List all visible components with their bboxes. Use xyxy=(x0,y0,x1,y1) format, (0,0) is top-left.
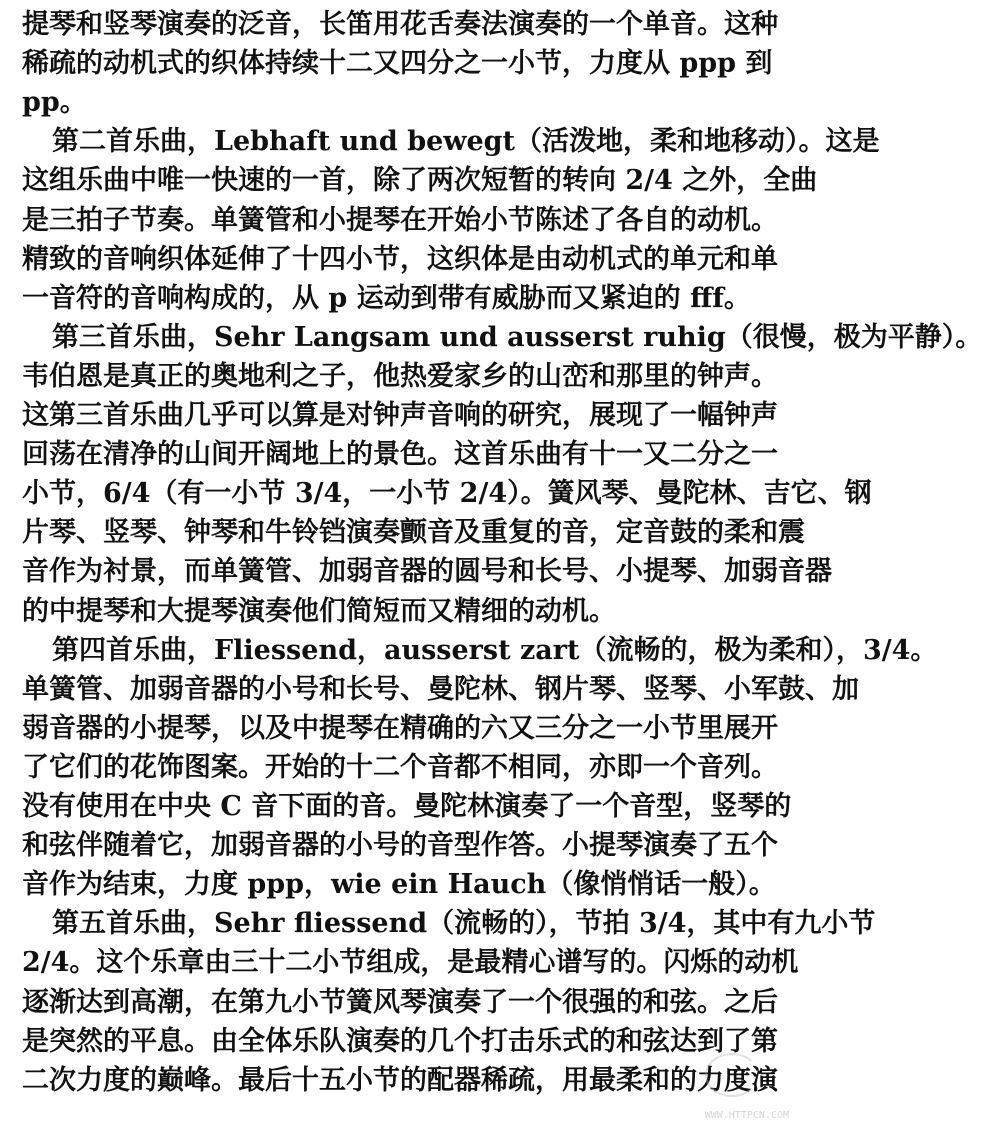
text-line: 二次力度的巅峰。最后十五小节的配器稀疏，用最柔和的力度演 xyxy=(22,1064,778,1096)
text-line: 单簧管、加弱音器的小号和长号、曼陀林、钢片琴、竖琴、小军鼓、加 xyxy=(22,673,859,705)
text-line: 小节，6/4（有一小节 3/4，一小节 2/4）。簧风琴、曼陀林、吉它、钢 xyxy=(22,478,872,510)
text-line: 第四首乐曲，Fliessend，ausserst zart（流畅的，极为柔和），3/4。 xyxy=(52,634,938,666)
text-line: 一音符的音响构成的，从 p 运动到带有威胁而又紧迫的 fff。 xyxy=(22,282,751,314)
watermark-url: WWW.HTTPCN.COM xyxy=(704,1110,789,1121)
text-line: 音作为结束，力度 ppp，wie ein Hauch（像悄悄话一般）。 xyxy=(22,869,776,901)
text-line: 这组乐曲中唯一快速的一首，除了两次短暂的转向 2/4 之外，全曲 xyxy=(22,165,818,197)
text-line: 这第三首乐曲几乎可以算是对钟声音响的研究，展现了一幅钟声 xyxy=(22,400,778,431)
text-line: pp。 xyxy=(22,87,87,119)
watermark xyxy=(669,1051,789,1121)
text-line: 了它们的花饰图案。开始的十二个音都不相同，亦即一个音列。 xyxy=(22,751,778,783)
text-line: 稀疏的动机式的织体持续十二又四分之一小节，力度从 ppp 到 xyxy=(22,48,773,80)
text-line: 片琴、竖琴、钟琴和牛铃铛演奏颤音及重复的音，定音鼓的柔和震 xyxy=(22,517,805,549)
text-line: 回荡在清净的山间开阔地上的景色。这首乐曲有十一又二分之一 xyxy=(22,439,778,471)
text-line: 逐渐达到高潮，在第九小节簧风琴演奏了一个很强的和弦。之后 xyxy=(22,986,778,1018)
text-line: 的中提琴和大提琴演奏他们简短而又精细的动机。 xyxy=(22,595,616,627)
text-line: 第二首乐曲，Lebhaft und bewegt（活泼地，柔和地移动）。这是 xyxy=(52,126,880,158)
text-line: 韦伯恩是真正的奥地利之子，他热爱家乡的山峦和那里的钟声。 xyxy=(22,360,778,392)
text-line: 2/4。这个乐章由三十二小节组成，是最精心谱写的。闪烁的动机 xyxy=(22,947,799,979)
text-line: 是三拍子节奏。单簧管和小提琴在开始小节陈述了各自的动机。 xyxy=(22,204,778,236)
text-line: 第三首乐曲，Sehr Langsam und ausserst ruhig（很慢，极为平静）。 xyxy=(52,321,982,353)
text-line: 音作为衬景，而单簧管、加弱音器的圆号和长号、小提琴、加弱音器 xyxy=(22,556,832,588)
text-line: 没有使用在中央 C 音下面的音。曼陀林演奏了一个音型，竖琴的 xyxy=(22,791,792,822)
watermark-logo-icon xyxy=(705,1053,759,1097)
text-line: 提琴和竖琴演奏的泛音，长笛用花舌奏法演奏的一个单音。这种 xyxy=(22,9,778,40)
text-line: 是突然的平息。由全体乐队演奏的几个打击乐式的和弦达到了第 xyxy=(22,1025,778,1057)
text-line: 弱音器的小提琴，以及中提琴在精确的六又三分之一小节里展开 xyxy=(22,712,778,744)
text-line: 和弦伴随着它，加弱音器的小号的音型作答。小提琴演奏了五个 xyxy=(22,830,778,862)
text-line: 第五首乐曲，Sehr fliessend（流畅的），节拍 3/4，其中有九小节 xyxy=(52,908,876,940)
text-line: 精致的音响织体延伸了十四小节，这织体是由动机式的单元和单 xyxy=(22,243,778,275)
